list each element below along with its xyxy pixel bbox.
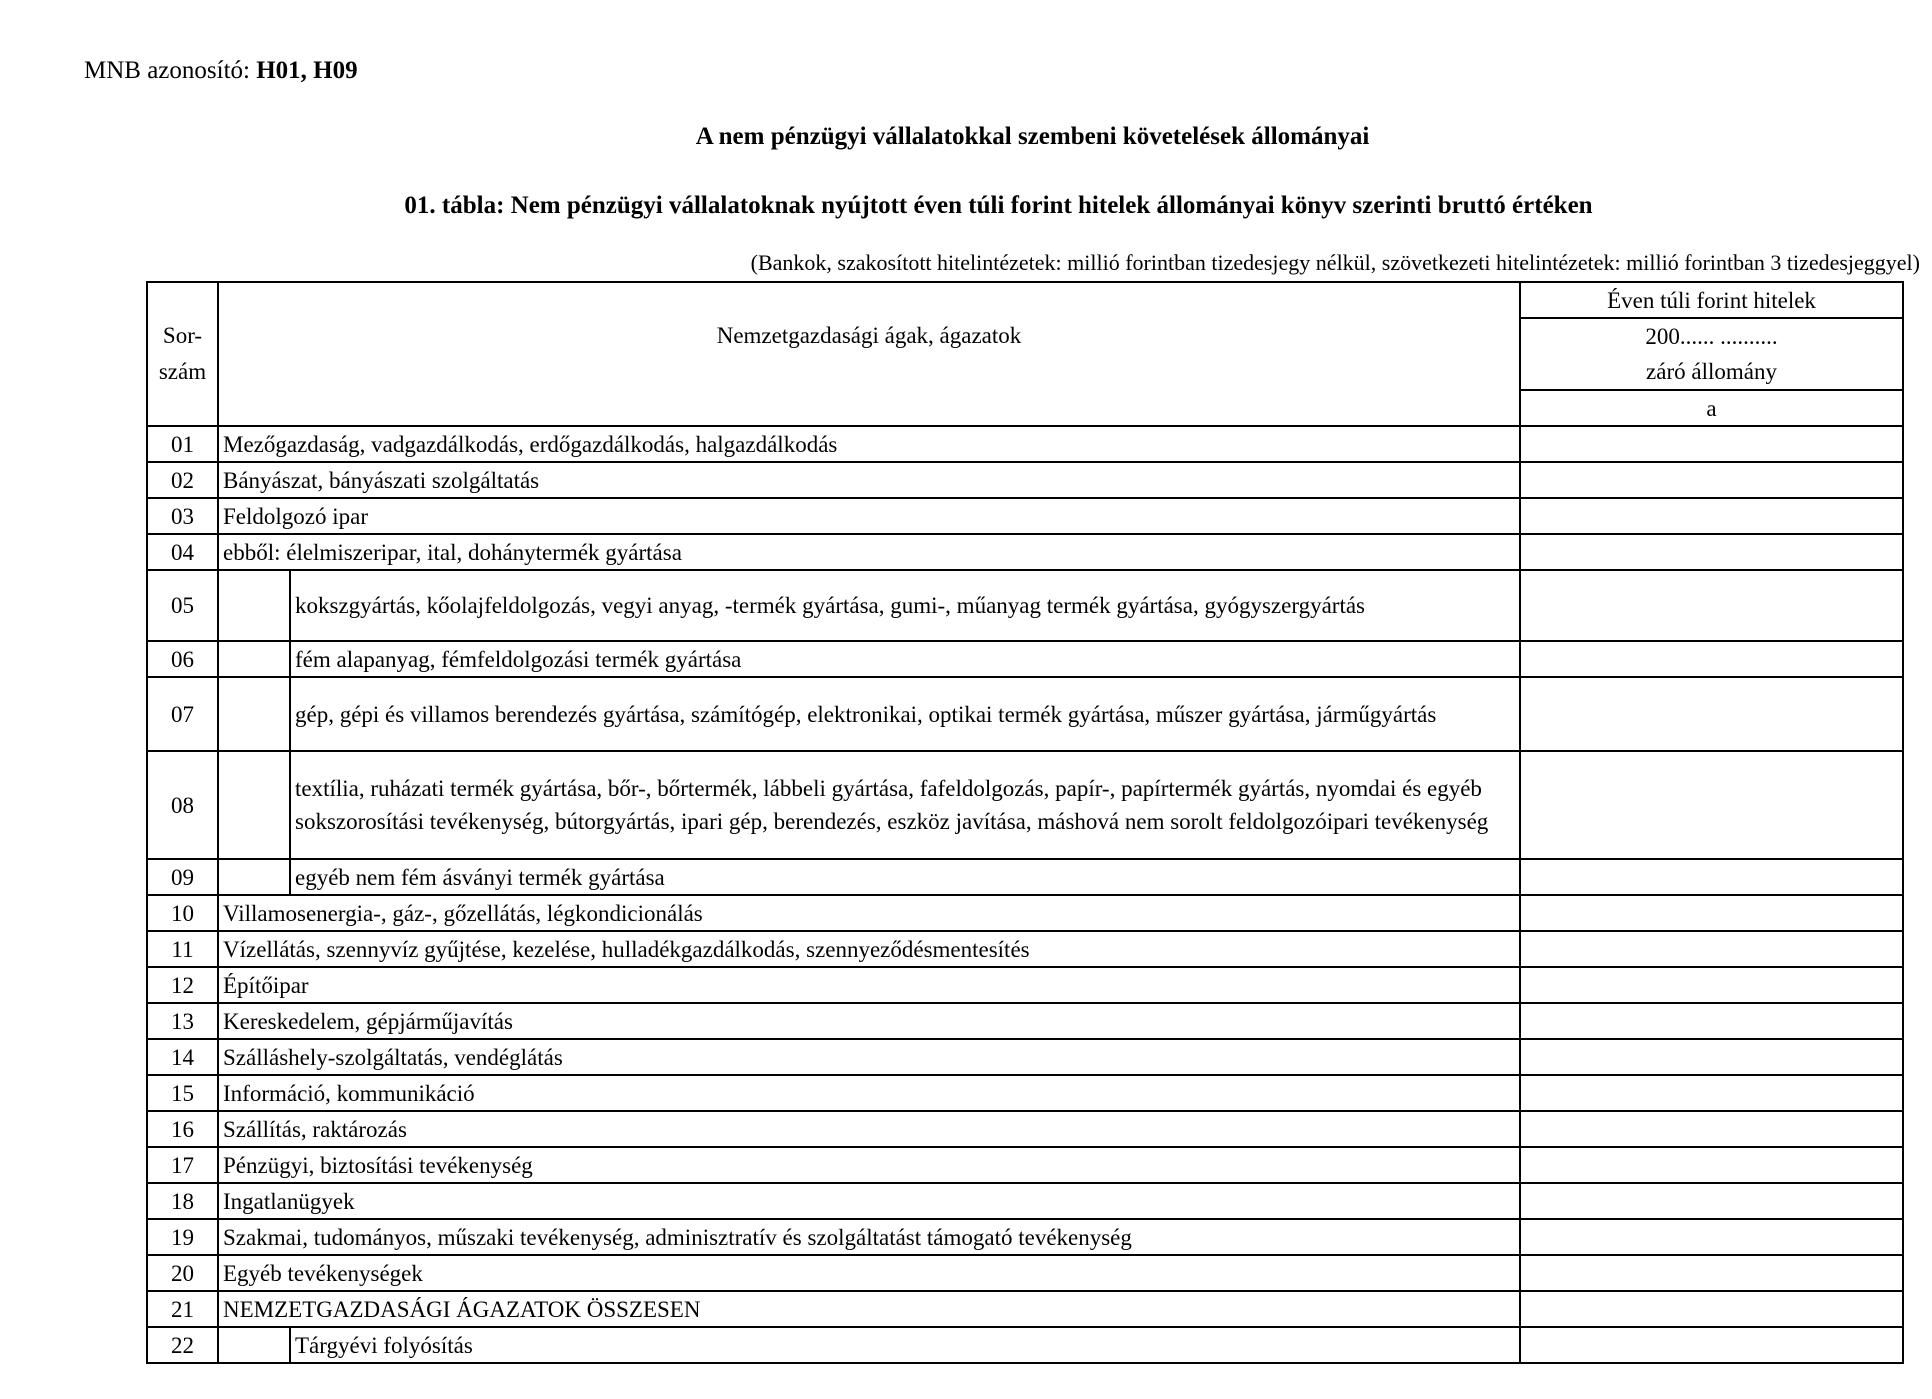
row-label: egyéb nem fém ásványi termék gyártása (290, 859, 1520, 895)
header-value-code: a (1520, 390, 1903, 426)
value-cell[interactable] (1520, 570, 1903, 641)
mnb-identifier-label: MNB azonosító: (84, 57, 250, 84)
value-cell[interactable] (1520, 895, 1903, 931)
row-number: 04 (147, 534, 218, 570)
indent-cell (218, 570, 290, 641)
row-number: 09 (147, 859, 218, 895)
row-label: textília, ruházati termék gyártása, bőr-, bőrtermék, lábbeli gyártása, fafeldolgozás, papír-, papírtermék gyártás, nyomdai és egyéb sokszorosítási tevékenység, bútorgyártás, ipari gép, berendezés, eszköz javítása, máshová nem sorolt feldolgozóipari tevékenység (290, 751, 1520, 859)
row-number: 19 (147, 1219, 218, 1255)
loans-table (146, 281, 1904, 1364)
value-cell[interactable] (1520, 1075, 1903, 1111)
value-cell[interactable] (1520, 498, 1903, 534)
table-row (147, 534, 1903, 570)
row-number: 03 (147, 498, 218, 534)
row-label: Pénzügyi, biztosítási tevékenység (218, 1147, 1520, 1183)
mnb-identifier (84, 54, 358, 88)
value-cell[interactable] (1520, 859, 1903, 895)
header-value-period: 200...... .......... (1520, 318, 1903, 354)
value-cell[interactable] (1520, 1003, 1903, 1039)
row-number: 12 (147, 967, 218, 1003)
row-label: Kereskedelem, gépjárműjavítás (218, 1003, 1520, 1039)
table-row (147, 426, 1903, 462)
indent-cell (218, 751, 290, 859)
row-number: 16 (147, 1111, 218, 1147)
table-row (147, 1327, 1903, 1363)
table-title: 01. tábla: Nem pénzügyi vállalatoknak nyújtott éven túli forint hitelek állományai könyv szerinti bruttó értéken (404, 192, 1593, 219)
row-number: 11 (147, 931, 218, 967)
row-number: 20 (147, 1255, 218, 1291)
row-number: 05 (147, 570, 218, 641)
value-cell[interactable] (1520, 751, 1903, 859)
table-row (147, 931, 1903, 967)
value-cell[interactable] (1520, 1291, 1903, 1327)
indent-cell (218, 859, 290, 895)
value-cell[interactable] (1520, 462, 1903, 498)
value-cell[interactable] (1520, 1147, 1903, 1183)
value-cell[interactable] (1520, 641, 1903, 677)
value-cell[interactable] (1520, 426, 1903, 462)
value-cell[interactable] (1520, 967, 1903, 1003)
table-row (147, 462, 1903, 498)
table-row (147, 1291, 1903, 1327)
table-row (147, 751, 1903, 859)
indent-cell (218, 641, 290, 677)
row-number: 13 (147, 1003, 218, 1039)
table-row (147, 1219, 1903, 1255)
value-cell[interactable] (1520, 1255, 1903, 1291)
table-row (147, 1255, 1903, 1291)
indent-cell (218, 1327, 290, 1363)
row-label: gép, gépi és villamos berendezés gyártása, számítógép, elektronikai, optikai termék gyártása, műszer gyártása, járműgyártás (290, 677, 1520, 751)
row-label: Szakmai, tudományos, műszaki tevékenység, adminisztratív és szolgáltatást támogató tevékenység (218, 1219, 1520, 1255)
value-cell[interactable] (1520, 1327, 1903, 1363)
row-label: Egyéb tevékenységek (218, 1255, 1520, 1291)
row-label: ebből: élelmiszeripar, ital, dohánytermék gyártása (218, 534, 1520, 570)
row-number: 17 (147, 1147, 218, 1183)
value-cell[interactable] (1520, 1183, 1903, 1219)
indent-cell (218, 677, 290, 751)
row-label: Szálláshely-szolgáltatás, vendéglátás (218, 1039, 1520, 1075)
row-number: 02 (147, 462, 218, 498)
row-number: 22 (147, 1327, 218, 1363)
table-row (147, 1003, 1903, 1039)
mnb-identifier-codes: H01, H09 (256, 57, 358, 84)
header-value-group: Éven túli forint hitelek (1520, 282, 1903, 318)
table-row (147, 1111, 1903, 1147)
table-row (147, 1039, 1903, 1075)
row-number: 08 (147, 751, 218, 859)
row-label: Mezőgazdaság, vadgazdálkodás, erdőgazdálkodás, halgazdálkodás (218, 426, 1520, 462)
table-row (147, 895, 1903, 931)
row-number: 18 (147, 1183, 218, 1219)
table-row (147, 498, 1903, 534)
row-number: 06 (147, 641, 218, 677)
row-label: Feldolgozó ipar (218, 498, 1520, 534)
header-sorszam (147, 282, 218, 426)
table-row (147, 859, 1903, 895)
table-row (147, 1183, 1903, 1219)
row-label: Szállítás, raktározás (218, 1111, 1520, 1147)
row-label: Információ, kommunikáció (218, 1075, 1520, 1111)
value-cell[interactable] (1520, 534, 1903, 570)
row-number: 14 (147, 1039, 218, 1075)
row-label: Építőipar (218, 967, 1520, 1003)
unit-note: (Bankok, szakosított hitelintézetek: millió forintban tizedesjegy nélkül, szövetkezeti hitelintézetek: millió forintban 3 tizedesjeggyel) (750, 250, 1920, 275)
header-sector-name (218, 282, 1520, 426)
row-number: 01 (147, 426, 218, 462)
value-cell[interactable] (1520, 1111, 1903, 1147)
header-sorszam-line1: Sor- (162, 323, 203, 348)
value-cell[interactable] (1520, 1039, 1903, 1075)
table-row (147, 1075, 1903, 1111)
row-label: Vízellátás, szennyvíz gyűjtése, kezelése, hulladékgazdálkodás, szennyeződésmentesítés (218, 931, 1520, 967)
table-row (147, 1147, 1903, 1183)
row-number: 07 (147, 677, 218, 751)
header-value-sub: záró állomány (1520, 354, 1903, 390)
value-cell[interactable] (1520, 1219, 1903, 1255)
page-title: A nem pénzügyi vállalatokkal szembeni követelések állományai (695, 123, 1370, 150)
row-label: Bányászat, bányászati szolgáltatás (218, 462, 1520, 498)
table-row (147, 641, 1903, 677)
row-label: Tárgyévi folyósítás (290, 1327, 1520, 1363)
row-label: Ingatlanügyek (218, 1183, 1520, 1219)
row-number: 10 (147, 895, 218, 931)
table-row (147, 677, 1903, 751)
row-number: 21 (147, 1291, 218, 1327)
header-sector-name-text: Nemzetgazdasági ágak, ágazatok (716, 322, 1022, 348)
row-number: 15 (147, 1075, 218, 1111)
value-cell[interactable] (1520, 931, 1903, 967)
table-row (147, 967, 1903, 1003)
row-label: fém alapanyag, fémfeldolgozási termék gyártása (290, 641, 1520, 677)
row-label: Villamosenergia-, gáz-, gőzellátás, légkondicionálás (218, 895, 1520, 931)
table-row (147, 570, 1903, 641)
row-label: NEMZETGAZDASÁGI ÁGAZATOK ÖSSZESEN (218, 1291, 1520, 1327)
row-label: kokszgyártás, kőolajfeldolgozás, vegyi anyag, -termék gyártása, gumi-, műanyag termék gyártása, gyógyszergyártás (290, 570, 1520, 641)
value-cell[interactable] (1520, 677, 1903, 751)
header-sorszam-line2: szám (158, 359, 207, 384)
